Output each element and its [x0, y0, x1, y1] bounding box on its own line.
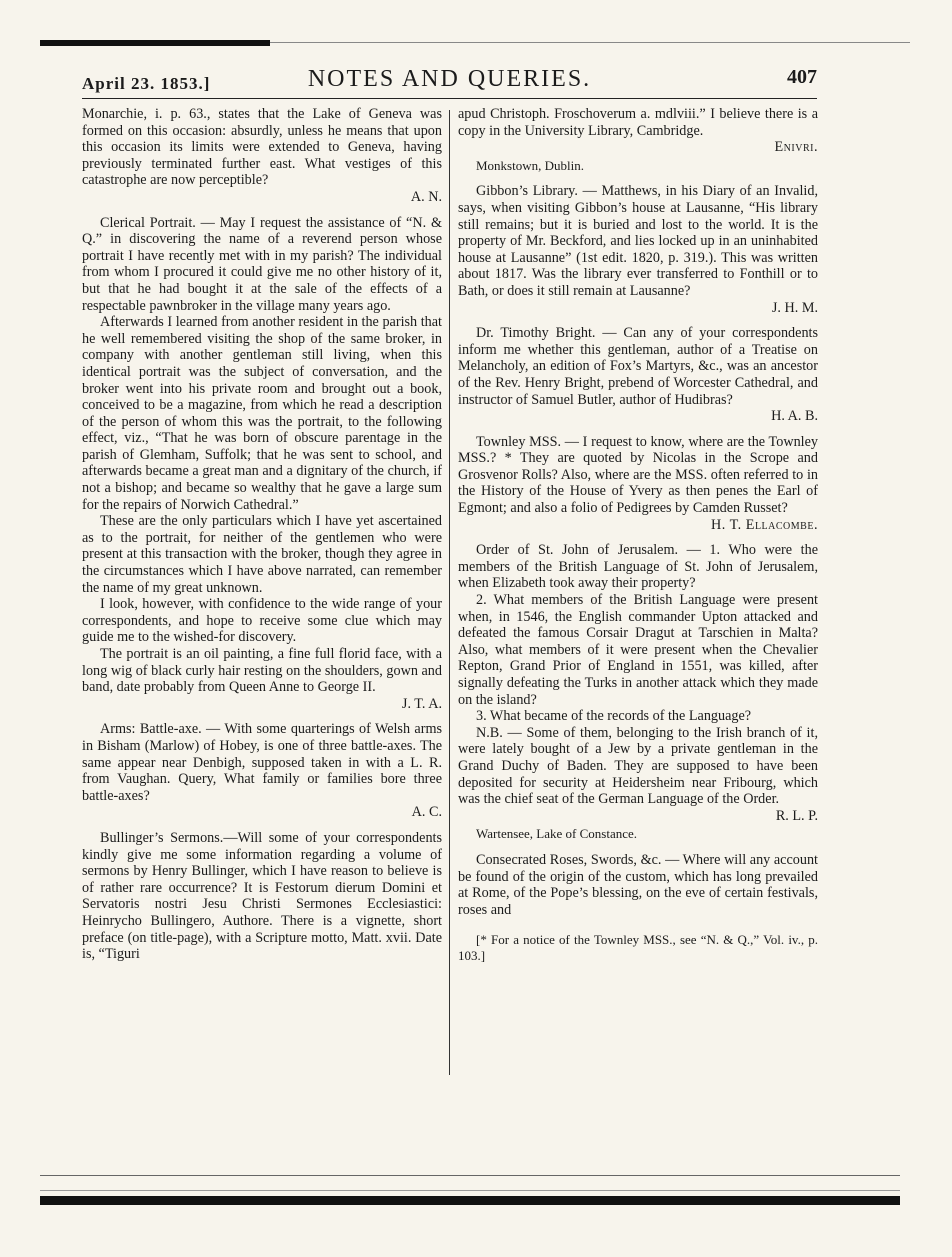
top-rule	[40, 40, 270, 46]
paragraph: Afterwards I learned from another resident in the parish that he well remembered visiting the shop of the same broker, in company with another gentleman still living, when this identical portrait was the subject of conversation, and the broker went into his private room and brought out a book, conceived to be a magazine, from which he read a description of the person of whom this was the portrait, to the following effect, viz., “That he was born of obscure parentage in the parish of Glemham, Suffolk; that he was sent to school, and afterwards became a great man and a dignitary of the church, if not a bishop; and became so wealthy that he gave a large sum for the repairs of Norwich Cathedral.”	[82, 314, 442, 513]
signature: R. L. P.	[775, 807, 818, 824]
address: Monkstown, Dublin.	[476, 157, 584, 173]
signature: A. N.	[410, 188, 442, 205]
signature: H. A. B.	[771, 408, 818, 425]
signature: J. T. A.	[401, 695, 442, 712]
column-divider	[449, 110, 450, 1075]
paragraph: N.B. — Some of them, belonging to the Irish branch of it, were lately bought of a Jew by a private gentleman in the Grand Duchy of Baden. They are supposed to have been deposited for security at Heidersheim near Fribourg, which was the chief seat of the German Language of the Order.	[458, 724, 818, 808]
top-hairline	[270, 42, 910, 43]
paragraph: Monarchie, i. p. 63., states that the Lake of Geneva was formed on this occasion: absurdly, unless he means that upon this occasion its limits were extended to Geneva, having previously terminated further east. What vestiges of this catastrophe are now perceptible?	[82, 106, 442, 189]
signature: A. C.	[411, 804, 442, 821]
paragraph: Clerical Portrait. — May I request the assistance of “N. & Q.” in discovering the name of a reverend person whose portrait I have recently met with in my parish? The individual from whom I procured it could give me no other history of it, but that he had bought it at the sale of the effects of a respectable pawnbroker in the village many years ago.	[82, 214, 442, 314]
paragraph: Order of St. John of Jerusalem. — 1. Who were the members of the British Language of St. John of Jerusalem, when Elizabeth took away their property?	[458, 542, 818, 592]
address: Wartensee, Lake of Constance.	[476, 826, 638, 842]
paragraph: Bullinger’s Sermons.—Will some of your correspondents kindly give me some information regarding a volume of sermons by Henry Bullinger, which I have reason to believe is of rather rare occurrence? It is Festorum dierum Domini et Servatoris nostri Jesu Christi Sermones Ecclesiastici: Heinrycho Bullingero, Authore. There is a vignette, short preface (on title-page), with a Scripture motto, Matt. xvii. Date is, “Tiguri	[82, 829, 442, 963]
page-number: 407	[787, 66, 817, 88]
left-column	[82, 106, 442, 963]
paragraph: 3. What became of the records of the Language?	[476, 708, 752, 725]
footnote: [* For a notice of the Townley MSS., see “N. & Q.,” Vol. iv., p. 103.]	[458, 932, 818, 963]
paragraph: Arms: Battle-axe. — With some quarterings of Welsh arms in Bisham (Marlow) of Hobey, is one of three battle-axes. The same appear near Denbigh, supposed taken in with a L. R. from Vaughan. Query, What family or families bore three battle-axes?	[82, 721, 442, 804]
paragraph: The portrait is an oil painting, a fine full florid face, with a long wig of black curly hair resting on the shoulders, gown and band, date probably from Queen Anne to George II.	[82, 646, 442, 696]
paragraph: 2. What members of the British Language were present when, in 1546, the English commander Upton attacked and defeated the famous Corsair Dragut at Tarschien in Malta? Also, what members of it were present when the Chevalier Repton, Grand Prior of England in 1551, was killed, after signally defeating the Turks in another attack which they made on the island?	[458, 592, 818, 708]
journal-title: NOTES AND QUERIES.	[307, 66, 592, 92]
signature: J. H. M.	[771, 299, 818, 316]
paragraph: I look, however, with confidence to the wide range of your correspondents, and hope to receive some clue which may guide me to the wished-for discovery.	[82, 596, 442, 646]
paragraph: These are the only particulars which I have yet ascertained as to the portrait, for neither of the gentlemen who were present at this transaction with the broker, though they agree in the circumstances which I have above narrated, can remember the name of my great unknown.	[82, 513, 442, 596]
signature: H. T. Ellacombe.	[710, 516, 818, 533]
paragraph: Consecrated Roses, Swords, &c. — Where will any account be found of the origin of the custom, which has long prevailed at Rome, of the Pope’s blessing, on the eve of certain festivals, roses and	[458, 851, 818, 918]
page-header	[82, 62, 817, 99]
issue-date: April 23. 1853.]	[82, 74, 211, 93]
paragraph: Dr. Timothy Bright. — Can any of your correspondents inform me whether this gentleman, author of a Treatise on Melancholy, an edition of Fox’s Martyrs, &c., was an ancestor of the Rev. Henry Bright, prebend of Worcester Cathedral, and instructor of Samuel Butler, author of Hudibras?	[458, 325, 818, 408]
bottom-rule	[40, 1196, 900, 1205]
paragraph: apud Christoph. Froschoverum a. mdlviii.” I believe there is a copy in the University Library, Cambridge.	[458, 106, 818, 139]
paragraph: Townley MSS. — I request to know, where are the Townley MSS.? * They are quoted by Nicolas in the Scrope and Grosvenor Rolls? Also, where are the MSS. often referred to in the History of the House of Yvery as then penes the Earl of Egmont; and also a folio of Pedigrees by Camden Russet?	[458, 433, 818, 517]
bottom-hairline	[40, 1190, 900, 1191]
paragraph: Gibbon’s Library. — Matthews, in his Diary of an Invalid, says, when visiting Gibbon’s house at Lausanne, “His library still remains; but it is buried and lost to the world. It is the property of Mr. Beckford, and lies locked up in an uninhabited house at Lausanne” (1st edit. 1820, p. 319.). This was written about 1817. Was the library ever transferred to Fonthill or to Bath, or does it still remain at Lausanne?	[458, 183, 818, 299]
signature: Enivri.	[774, 139, 818, 156]
right-column	[458, 106, 818, 963]
bottom-hairline	[40, 1175, 900, 1176]
